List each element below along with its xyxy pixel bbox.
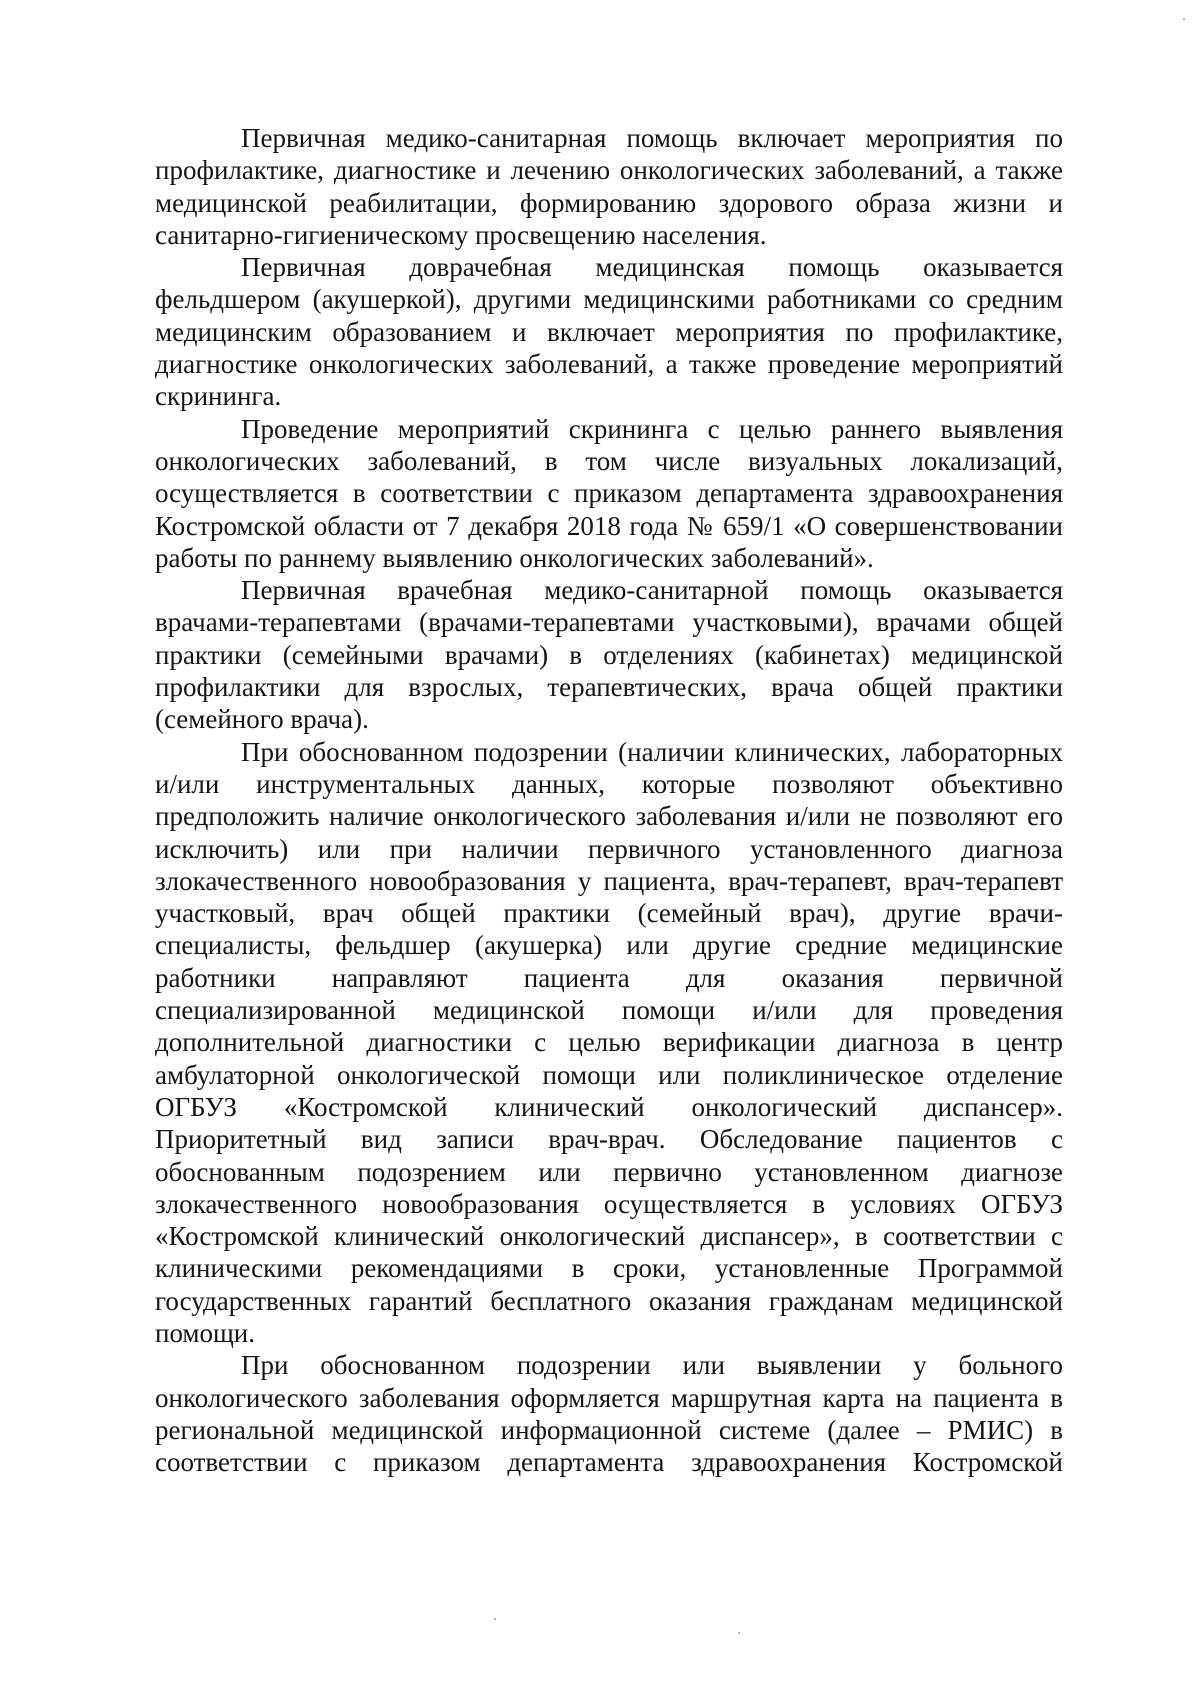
paragraph-pre-medical-care: Первичная доврачебная медицинская помощь оказывается фельдшером (акушеркой), другими медицинскими работниками со средним медицинским образованием и включает мероприятия по профилактике, диагностике онкологических заболеваний, а также проведение мероприятий скрининга. <box>155 252 1063 412</box>
paragraph-referral: При обоснованном подозрении (наличии клинических, лабораторных и/или инструментальных данных, которые позволяют объективно предположить наличие онкологического заболевания и/или не позволяют его исключить) или при наличии первичного установленного диагноза злокачественного новообразования у пациента, врач-терапевт, врач-терапевт участковый, врач общей практики (семейный врач), другие врачи-специалисты, фельдшер (акушерка) или другие средние медицинские работники направляют пациента для оказания первичной специализированной медицинской помощи и/или для проведения дополнительной диагностики с целью верификации диагноза в центр амбулаторной онкологической помощи или поликлиническое отделение ОГБУЗ «Костромской клинический онкологический диспансер». Приоритетный вид записи врач-врач. Обследование пациентов с обоснованным подозрением или первично установленном диагнозе злокачественного новообразования осуществляется в условиях ОГБУЗ «Костромской клинический онкологический диспансер», в соответствии с клиническими рекомендациями в сроки, установленные Программой государственных гарантий бесплатного оказания гражданам медицинской помощи. <box>155 736 1063 1348</box>
scan-speck <box>738 1632 740 1634</box>
scan-speck <box>1183 18 1185 20</box>
scan-speck <box>494 1618 496 1620</box>
paragraph-primary-care: Первичная медико-санитарная помощь включает мероприятия по профилактике, диагностике и лечению онкологических заболеваний, а также медицинской реабилитации, формированию здорового образа жизни и санитарно-гигиеническому просвещению населения. <box>155 123 1063 250</box>
paragraph-physician-care: Первичная врачебная медико-санитарной помощь оказывается врачами-терапевтами (врачами-терапевтами участковыми), врачами общей практики (семейными врачами) в отделениях (кабинетах) медицинской профилактики для взрослых, терапевтических, врача общей практики (семейного врача). <box>155 575 1063 735</box>
document-body <box>155 122 1063 1478</box>
paragraph-route-map: При обоснованном подозрении или выявлении у больного онкологического заболевания оформляется маршрутная карта на пациента в региональной медицинской информационной системе (далее – РМИС) в соответствии с приказом департамента здравоохранения Костромской <box>155 1350 1063 1478</box>
paragraph-screening: Проведение мероприятий скрининга с целью раннего выявления онкологических заболеваний, в том числе визуальных локализаций, осуществляется в соответствии с приказом департамента здравоохранения Костромской области от 7 декабря 2018 года № 659/1 «О совершенствовании работы по раннему выявлению онкологических заболеваний». <box>155 413 1063 573</box>
